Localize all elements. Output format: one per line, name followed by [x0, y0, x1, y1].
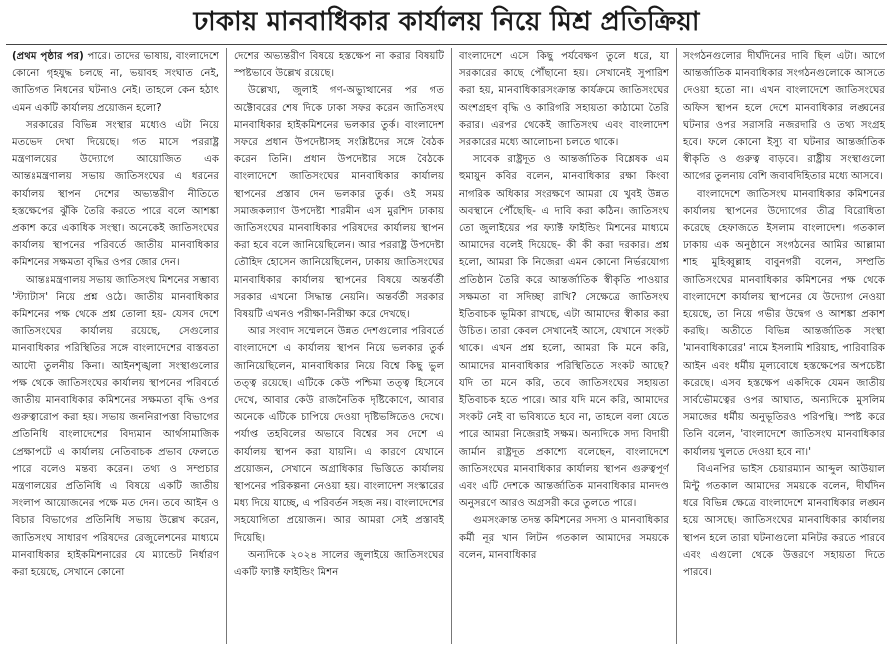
article-column-3 [459, 48, 669, 646]
article-column-1 [12, 48, 219, 646]
article-column-2 [234, 48, 444, 646]
paragraph: আর সংবাদ সম্মেলনে উন্নত দেশগুলোর পরিবর্তে বাংলাদেশে এ কার্যালয় স্থাপন নিয়ে ভলকার তুর্ক জানিয়েছিলেন, মানবাধিকার নিয়ে বিশ্বে কিছু ভুল তত্ত্ব রয়েছে। এটিকে কেউ পশ্চিমা তত্ত্ব হিসেবে দেখে, আবার কেউ রাজনৈতিক দৃষ্টিকোণে, আবার অনেকে এটিকে চাপিয়ে দেওয়া দৃষ্টিভঙ্গিতেও দেখে। পর্যাপ্ত তহবিলের অভাবে বিশ্বের সব দেশে এ কার্যালয় স্থাপন করা যায়নি। এ কারণে যেখানে প্রয়োজন, সেখানে অগ্রাধিকার ভিত্তিতে কার্যালয় স্থাপনের পরিকল্পনা নেওয়া হয়। বাংলাদেশ সংস্কারের মধ্য দিয়ে যাচ্ছে, এ পরিবর্তন সহজ নয়। বাংলাদেশের সহযোগিতা প্রয়োজন। আর আমরা সেই প্রস্তাবই দিয়েছি। [234, 326, 444, 544]
headline: ঢাকায় মানবাধিকার কার্যালয় নিয়ে মিশ্র প্রতিক্রিয়া [193, 7, 700, 37]
continued-marker: (প্রথম পৃষ্ঠার পর) [12, 51, 84, 62]
paragraph: বাংলাদেশে জাতিসংঘ মানবাধিকার কমিশনের কার্যালয় স্থাপনের উদ্যোগের তীব্র বিরোধিতা করেছে হেফাজতে ইসলাম বাংলাদেশ। গতকাল ঢাকায় এক অনুষ্ঠানে সংগঠনের আমির আল্লামা শাহ মুহিব্বুল্লাহ বাবুনগরী বলেন, সম্প্রতি জাতিসংঘের মানবাধিকার কমিশনের পক্ষ থেকে বাংলাদেশে কার্যালয় স্থাপনের যে উদ্যোগ নেওয়া হয়েছে, তা নিয়ে গভীর উদ্বেগ ও আশঙ্কা প্রকাশ করছি। অতীতে বিভিন্ন আন্তর্জাতিক সংস্থা 'মানবাধিকারের' নামে ইসলামি শরিয়াহ, পারিবারিক আইন এবং ধর্মীয় মূল্যবোধে হস্তক্ষেপের অপচেষ্টা করেছে। এসব হস্তক্ষেপ একদিকে যেমন জাতীয় সার্বভৌমত্বের ওপর আঘাত, অন্যদিকে মুসলিম সমাজের ধর্মীয় অনুভূতিরও পরিপন্থি। স্পষ্ট করে তিনি বলেন, 'বাংলাদেশে জাতিসংঘ মানবাধিকার কার্যালয় খুলতে দেওয়া হবে না।' [683, 188, 885, 458]
paragraph: বিএনপির ভাইস চেয়ারম্যান আব্দুল আউয়াল মিন্টু গতকাল আমাদের সময়কে বলেন, দীর্ঘদিন ধরে বিভিন্ন ক্ষেত্রে বাংলাদেশে মানবাধিকার লঙ্ঘন হয়ে আসছে। জাতিসংঘের মানবাধিকার কার্যালয় স্থাপন হলে তারা ঘটনাগুলো মনিটর করতে পারবে এবং এগুলো থেকে উত্তরণে সহায়তা দিতে পারবে। [683, 463, 885, 579]
column-divider [451, 48, 452, 644]
paragraph: সাবেক রাষ্ট্রদূত ও আন্তর্জাতিক বিশ্লেষক এম হুমায়ুন কবির বলেন, মানবাধিকার রক্ষা কিংবা নাগরিক অধিকার সংরক্ষণে আমরা যে খুবই উন্নত অবস্থানে পৌঁছেছি- এ দাবি করা কঠিন। জাতিসংঘ তো জুলাইয়ের পর ফ্যাক্ট ফাইন্ডিং মিশনের মাধ্যমে আমাদের বলেই দিয়েছে- কী কী করা দরকার। প্রশ্ন হলো, আমরা কি নিজেরা এমন কোনো নির্ভরযোগ্য প্রতিষ্ঠান তৈরি করে আন্তর্জাতিক স্বীকৃতি পাওয়ার সক্ষমতা বা সদিচ্ছা রাখি? সেক্ষেত্রে জাতিসংঘ ইতিবাচক ভূমিকা রাখছে, এটা আমাদের স্বীকার করা উচিত। তারা কেবল সেখানেই আসে, যেখানে সংকট থাকে। এখন প্রশ্ন হলো, আমরা কি মনে করি, আমাদের মানবাধিকার পরিস্থিতিতে সংকট আছে? যদি তা মনে করি, তবে জাতিসংঘের সহায়তা ইতিবাচক হতে পারে। আর যদি মনে করি, আমাদের সংকট নেই বা ভবিষ্যতে হবে না, তাহলে বলা যেতে পারে আমরা নিজেরাই সক্ষম। অন্যদিকে সদ্য বিদায়ী জার্মান রাষ্ট্রদূত প্রকাশ্যে বলেছেন, বাংলাদেশে জাতিসংঘের মানবাধিকার কার্যালয় স্থাপন গুরুত্বপূর্ণ এবং এটি দেশকে আন্তর্জাতিক মানবাধিকার মানদণ্ড অনুসরণে আরও অগ্রসরী করে তুলতে পারে। [459, 154, 669, 510]
paragraph: দেশের অভ্যন্তরীণ বিষয়ে হস্তক্ষেপ না করার বিষয়টি স্পষ্টভাবে উল্লেখ রয়েছে। [234, 51, 444, 80]
paragraph [12, 48, 219, 117]
paragraph: বাংলাদেশে এসে কিছু পর্যবেক্ষণ তুলে ধরে, যা সরকারের কাছে পৌঁছানো হয়। সেখানেই সুপারিশ করা হয়, মানবাধিকারসংক্রান্ত কার্যক্রমে জাতিসংঘের অংশগ্রহণ বৃদ্ধি ও কারিগরি সহায়তা কাঠামো তৈরি করার। এরপর থেকেই জাতিসংঘ এবং বাংলাদেশ সরকারের মধ্যে আলোচনা চলতে থাকে। [459, 51, 669, 149]
paragraph: আন্তঃমন্ত্রণালয় সভায় জাতিসংঘ মিশনের সম্ভাব্য 'স্ট্যাটাস' নিয়ে প্রশ্ন ওঠে। জাতীয় মানবাধিকার কমিশনের পক্ষ থেকে প্রশ্ন তোলা হয়- যেসব দেশে জাতিসংঘের কার্যালয় রয়েছে, সেগুলোর মানবাধিকার পরিস্থিতির সঙ্গে বাংলাদেশের বাস্তবতা আদৌ তুলনীয় কিনা। আইনশৃঙ্খলা সংস্থাগুলোর পক্ষ থেকে জাতিসংঘের কার্যালয় স্থাপনের পরিবর্তে জাতীয় মানবাধিকার কমিশনের সক্ষমতা বৃদ্ধি ওপর গুরুত্বারোপ করা হয়। সভায় জননিরাপত্তা বিভাগের প্রতিনিধি বাংলাদেশের বিদ্যমান আর্থসামাজিক প্রেক্ষাপটে এ কার্যালয় নেতিবাচক প্রভাব ফেলতে পারে বলেও মন্তব্য করেন। তথ্য ও সম্প্রচার মন্ত্রণালয়ের প্রতিনিধি এ বিষয়ে একটি জাতীয় সংলাপ আয়োজনের পক্ষে মত দেন। তবে আইন ও বিচার বিভাগের প্রতিনিধি সভায় উল্লেখ করেন, জাতিসংঘ সাধারণ পরিষদের রেজুলেশনের মাধ্যমে মানবাধিকার হাইকমিশনারের যে ম্যান্ডেট নির্ধারণ করা হয়েছে, সেখানে কোনো [12, 274, 219, 579]
paragraph: সংগঠনগুলোর দীর্ঘদিনের দাবি ছিল এটা। আগে আন্তর্জাতিক মানবাধিকার সংগঠনগুলোকে আসতে দেওয়া হতো না। এখন বাংলাদেশে জাতিসংঘের অফিস স্থাপন হলে দেশে মানবাধিকার লঙ্ঘনের ঘটনার ওপর সরাসরি নজরদারি ও তথ্য সংগ্রহ হবে। ফলে কোনো ইস্যু বা ঘটনার আন্তর্জাতিক স্বীকৃতি ও গুরুত্ব বাড়বে। রাষ্ট্রীয় সংস্থাগুলো আগের তুলনায় বেশি জবাবদিহিতার মধ্যে আসবে। [683, 51, 885, 183]
column-divider [226, 48, 227, 644]
paragraph-text: পারে। তাদের ভাষায়, বাংলাদেশে কোনো গৃহযুদ্ধ চলছে না, ভয়াবহ সংঘাত নেই, জাতিগত নিধনের ঘটনাও নেই। তাহলে কেন হঠাৎ এমন একটি কার্যালয় প্রয়োজন হলো? [12, 51, 219, 114]
paragraph: অন্যদিকে ২০২৪ সালের জুলাইয়ে জাতিসংঘের একটি ফ্যাক্ট ফাইন্ডিং মিশন [234, 549, 444, 579]
headline-rule [6, 44, 887, 45]
paragraph: গুমসংক্রান্ত তদন্ত কমিশনের সদস্য ও মানবাধিকার কর্মী নূর খান লিটন গতকাল আমাদের সময়কে বলেন, মানবাধিকার [459, 515, 669, 561]
paragraph: উল্লেখ্য, জুলাই গণ-অভ্যুত্থানের পর গত অক্টোবরের শেষ দিকে ঢাকা সফর করেন জাতিসংঘ মানবাধিকার হাইকমিশনের ভলকার তুর্ক। বাংলাদেশ সফরে প্রধান উপদেষ্টাসহ সংশ্লিষ্টদের সঙ্গে বৈঠক করেন তিনি। প্রধান উপদেষ্টার সঙ্গে বৈঠকে বাংলাদেশে জাতিসংঘের মানবাধিকার কার্যালয় স্থাপনের প্রস্তাব দেন ভলকার তুর্ক। ওই সময় সমাজকল্যাণ উপদেষ্টা শারমীন এস মুরশিদ ঢাকায় জাতিসংঘের মানবাধিকার পরিষদের কার্যালয় স্থাপন করা হবে বলে জানিয়েছিলেন। আর পররাষ্ট্র উপদেষ্টা তৌহিদ হোসেন জানিয়েছিলেন, ঢাকায় জাতিসংঘের মানবাধিকার কার্যালয় স্থাপনের বিষয়ে অন্তর্বর্তী সরকার এখনো সিদ্ধান্ত নেয়নি। অন্তর্বর্তী সরকার বিষয়টি এখনও পরীক্ষা-নিরীক্ষা করে দেখছে। [234, 85, 444, 321]
paragraph: সরকারের বিভিন্ন সংস্থার মধ্যেও এটা নিয়ে মতভেদ দেখা দিয়েছে। গত মাসে পররাষ্ট্র মন্ত্রণালয়ের উদ্যোগে আয়োজিত এক আন্তঃমন্ত্রণালয় সভায় জাতিসংঘের এ ধরনের কার্যালয় স্থাপন দেশের অভ্যন্তরীণ নীতিতে হস্তক্ষেপের ঝুঁকি তৈরি করতে পারে বলে আশঙ্কা প্রকাশ করে একাধিক সংস্থা। অনেকেই জাতিসংঘের কার্যালয় স্থাপনের পরিবর্তে জাতীয় মানবাধিকার কমিশনের সক্ষমতা বৃদ্ধির ওপর জোর দেন। [12, 119, 219, 269]
article-column-4 [683, 48, 885, 646]
column-divider [676, 48, 677, 644]
